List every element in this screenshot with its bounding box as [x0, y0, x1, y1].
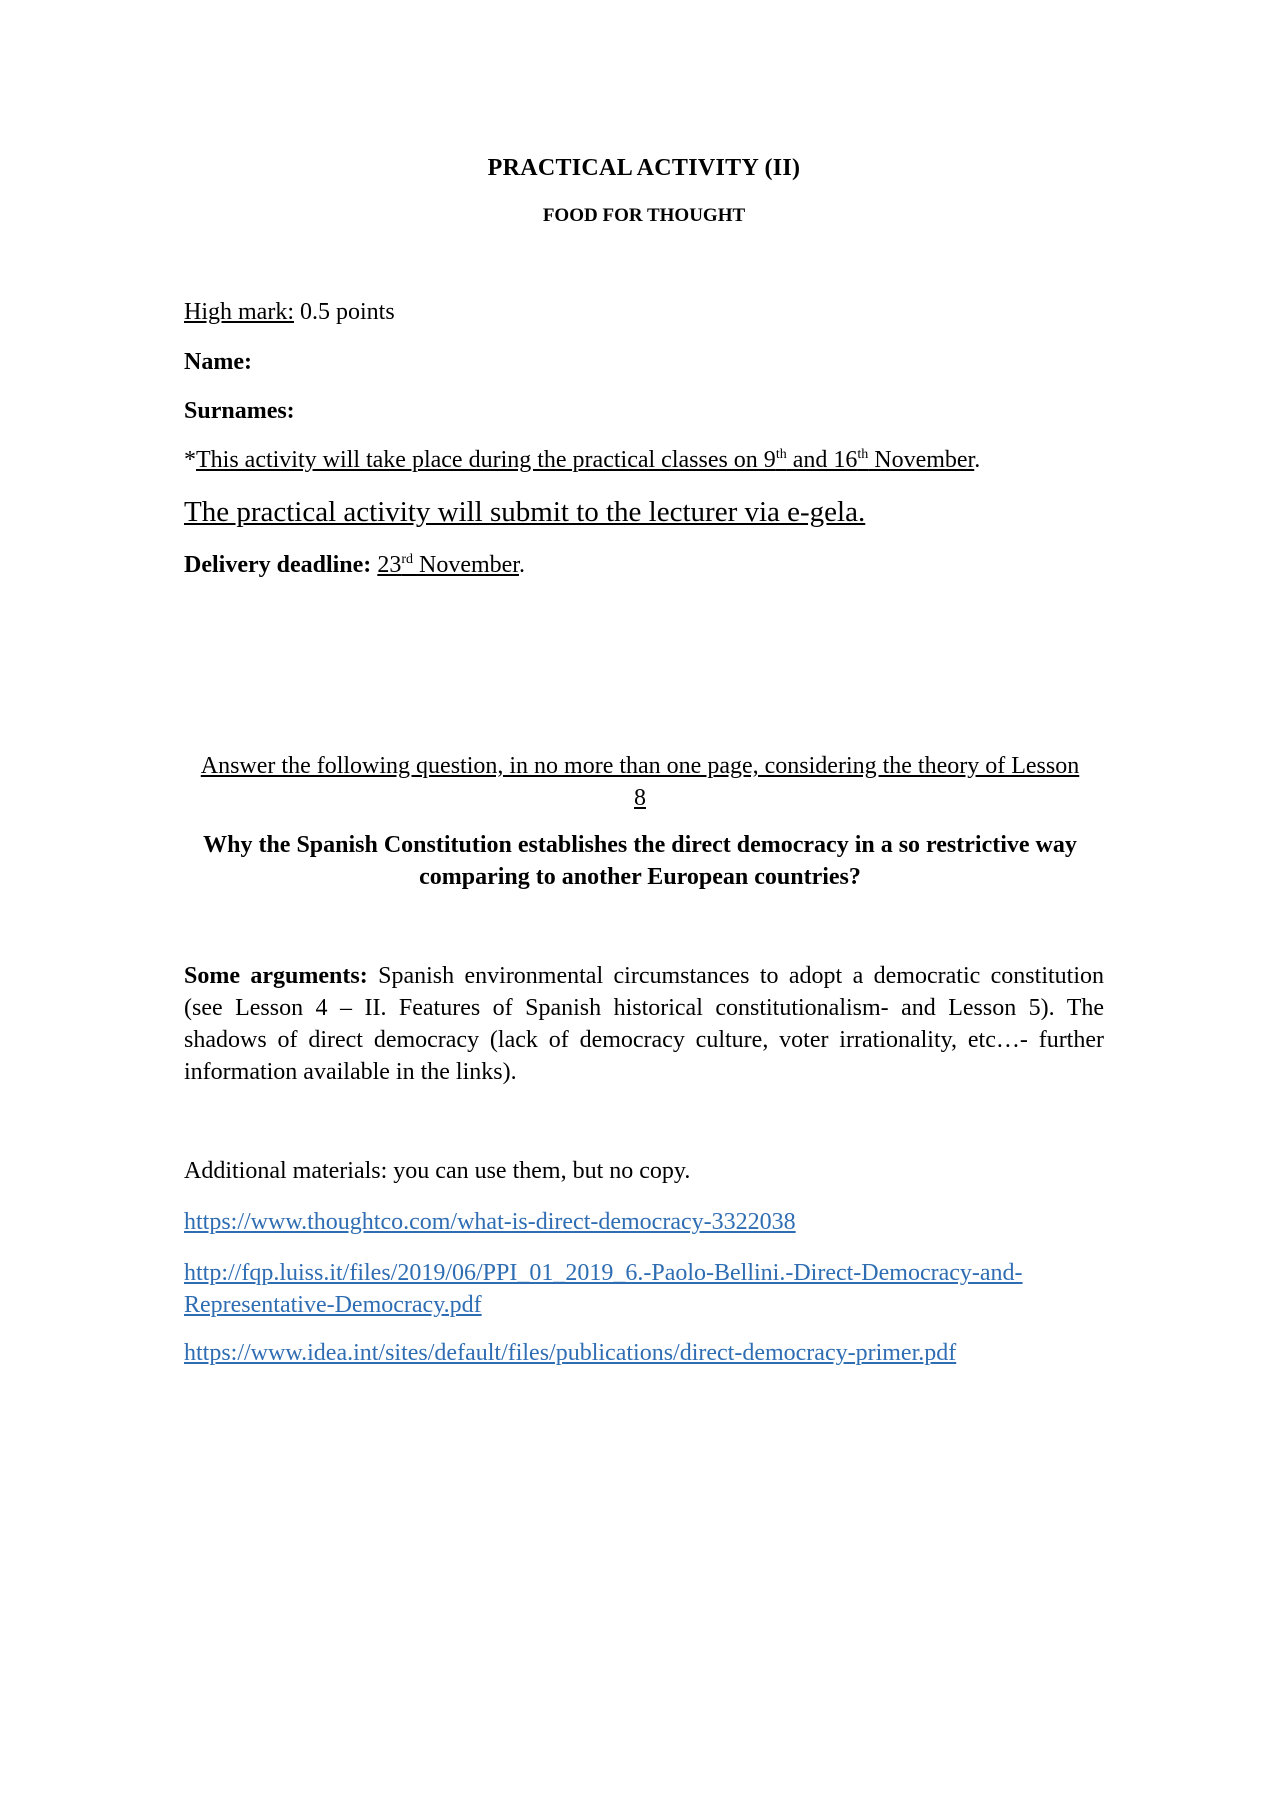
schedule-prefix: *	[184, 447, 196, 473]
schedule-sup-a: th	[775, 447, 787, 462]
deadline-month: November	[412, 552, 519, 578]
schedule-text-c: November	[868, 447, 975, 473]
link-thoughtco-anchor[interactable]: https://www.thoughtco.com/what-is-direct-democracy-3322038	[184, 1209, 796, 1235]
surnames-label: Surnames:	[184, 398, 295, 424]
link-luiss	[184, 1257, 1104, 1321]
schedule-text-b: and 16	[786, 447, 858, 473]
deadline-date	[377, 552, 519, 578]
link-idea-anchor[interactable]: https://www.idea.int/sites/default/files/publications/direct-democracy-primer.pdf	[184, 1340, 957, 1366]
schedule-note	[184, 446, 1104, 474]
deadline-suffix: .	[518, 552, 525, 578]
schedule-text	[196, 447, 974, 473]
high-mark-label: High mark:	[184, 299, 294, 325]
arguments-label: Some arguments:	[184, 963, 368, 989]
schedule-suffix: .	[974, 447, 981, 473]
page-subtitle: FOOD FOR THOUGHT	[542, 205, 746, 226]
name-label: Name:	[184, 349, 252, 375]
deadline-line	[184, 551, 1104, 579]
arguments-paragraph	[184, 960, 1104, 1088]
deadline-label: Delivery deadline:	[184, 552, 372, 578]
task-instruction: Answer the following question, in no more than one page, considering the theory of Lesson 8	[200, 753, 1080, 811]
link-idea	[184, 1339, 1104, 1367]
materials-intro: Additional materials: you can use them, but no copy.	[184, 1158, 691, 1184]
schedule-text-a: This activity will take place during the practical classes on 9	[196, 447, 776, 473]
schedule-sup-b: th	[857, 447, 869, 462]
high-mark-value: 0.5 points	[293, 299, 395, 325]
link-luiss-anchor[interactable]: http://fqp.luiss.it/files/2019/06/PPI_01_2019_6.-Paolo-Bellini.-Direct-Democracy-and-Representative-Democracy.pdf	[184, 1260, 1023, 1318]
deadline-day: 23	[377, 552, 402, 578]
submission-note: The practical activity will submit to the lecturer via e-gela.	[184, 496, 866, 528]
page-title: PRACTICAL ACTIVITY (II)	[487, 155, 801, 181]
deadline-sup: rd	[401, 552, 413, 567]
arguments-text: Spanish environmental circumstances to adopt a democratic constitution (see Lesson 4 – II. Features of Spanish historical constitutionalism- and Lesson 5). The shadows of direct democracy (lack of democracy culture, voter irrationality, etc…- further information available in the links).	[184, 963, 1104, 1085]
link-thoughtco	[184, 1208, 1104, 1236]
high-mark-line	[184, 298, 1104, 326]
task-question: Why the Spanish Constitution establishes the direct democracy in a so restrictive way comparing to another European countries?	[203, 832, 1077, 890]
